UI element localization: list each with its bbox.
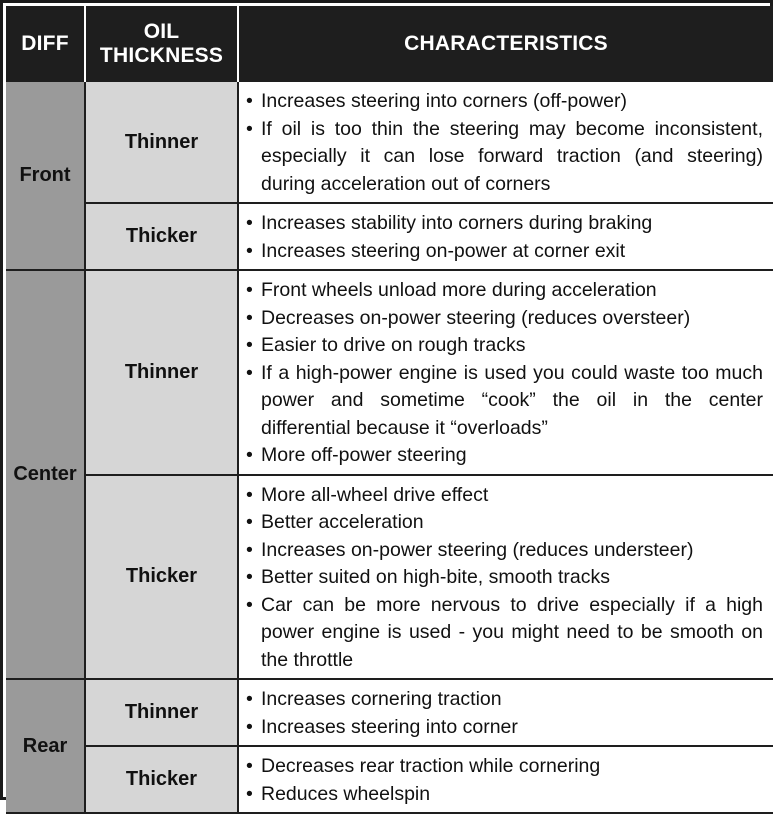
characteristics-cell [238, 475, 773, 680]
thickness-cell: Thinner [85, 679, 238, 746]
diff-cell-rear: Rear [6, 679, 85, 813]
list-item: • Decreases rear traction while cornering [246, 755, 601, 777]
list-item: • Increases steering into corners (off-power) [246, 90, 627, 112]
table-row-rear-thinner [6, 679, 773, 746]
list-item: • Front wheels unload more during acceleration [246, 279, 657, 301]
characteristics-list [245, 482, 763, 675]
thickness-cell: Thinner [85, 82, 238, 203]
list-item: • More all-wheel drive effect [246, 483, 489, 506]
list-item: • Increases steering on-power at corner exit [246, 239, 626, 262]
thickness-cell: Thicker [85, 475, 238, 680]
table-row-center-thicker [6, 475, 773, 680]
diff-oil-table [6, 6, 773, 814]
thickness-cell: Thicker [85, 203, 238, 270]
list-item: • If a high-power engine is used you could waste too much power and sometime “cook” the oil in the center differential because it “overloads” [246, 361, 763, 439]
list-item: • Easier to drive on rough tracks [246, 334, 526, 356]
list-item: • Car can be more nervous to drive especially if a high power engine is used - you might need to be smooth on the throttle [246, 593, 763, 671]
diff-cell-center: Center [6, 270, 85, 679]
list-item: • Reduces wheelspin [246, 782, 431, 805]
characteristics-cell [238, 679, 773, 746]
characteristics-list [245, 210, 763, 265]
thickness-cell: Thinner [85, 270, 238, 475]
header-oil-thickness: OIL THICKNESS [85, 6, 238, 82]
list-item: • More off-power steering [246, 444, 467, 466]
characteristics-cell [238, 82, 773, 203]
characteristics-cell [238, 746, 773, 813]
characteristics-list [245, 88, 763, 198]
diff-cell-front: Front [6, 82, 85, 270]
list-item: • Better acceleration [246, 511, 424, 533]
characteristics-cell [238, 270, 773, 475]
table-row-center-thinner [6, 270, 773, 475]
characteristics-list [245, 686, 763, 741]
header-characteristics: CHARACTERISTICS [238, 6, 773, 82]
list-item: • Increases on-power steering (reduces understeer) [246, 538, 694, 561]
list-item: • Increases stability into corners during braking [246, 212, 653, 234]
characteristics-list [245, 277, 763, 470]
table-row-front-thicker [6, 203, 773, 270]
list-item: • If oil is too thin the steering may become inconsistent, especially it can lose forward traction (and steering) during acceleration out of corners [246, 117, 763, 195]
list-item: • Increases steering into corner [246, 715, 518, 738]
list-item: • Better suited on high-bite, smooth tracks [246, 566, 611, 588]
header-diff: DIFF [6, 6, 85, 82]
header-row [6, 6, 773, 82]
list-item: • Increases cornering traction [246, 688, 502, 710]
characteristics-cell [238, 203, 773, 270]
thickness-cell: Thicker [85, 746, 238, 813]
list-item: • Decreases on-power steering (reduces oversteer) [246, 306, 691, 329]
table-row-front-thinner [6, 82, 773, 203]
table-row-rear-thicker [6, 746, 773, 813]
